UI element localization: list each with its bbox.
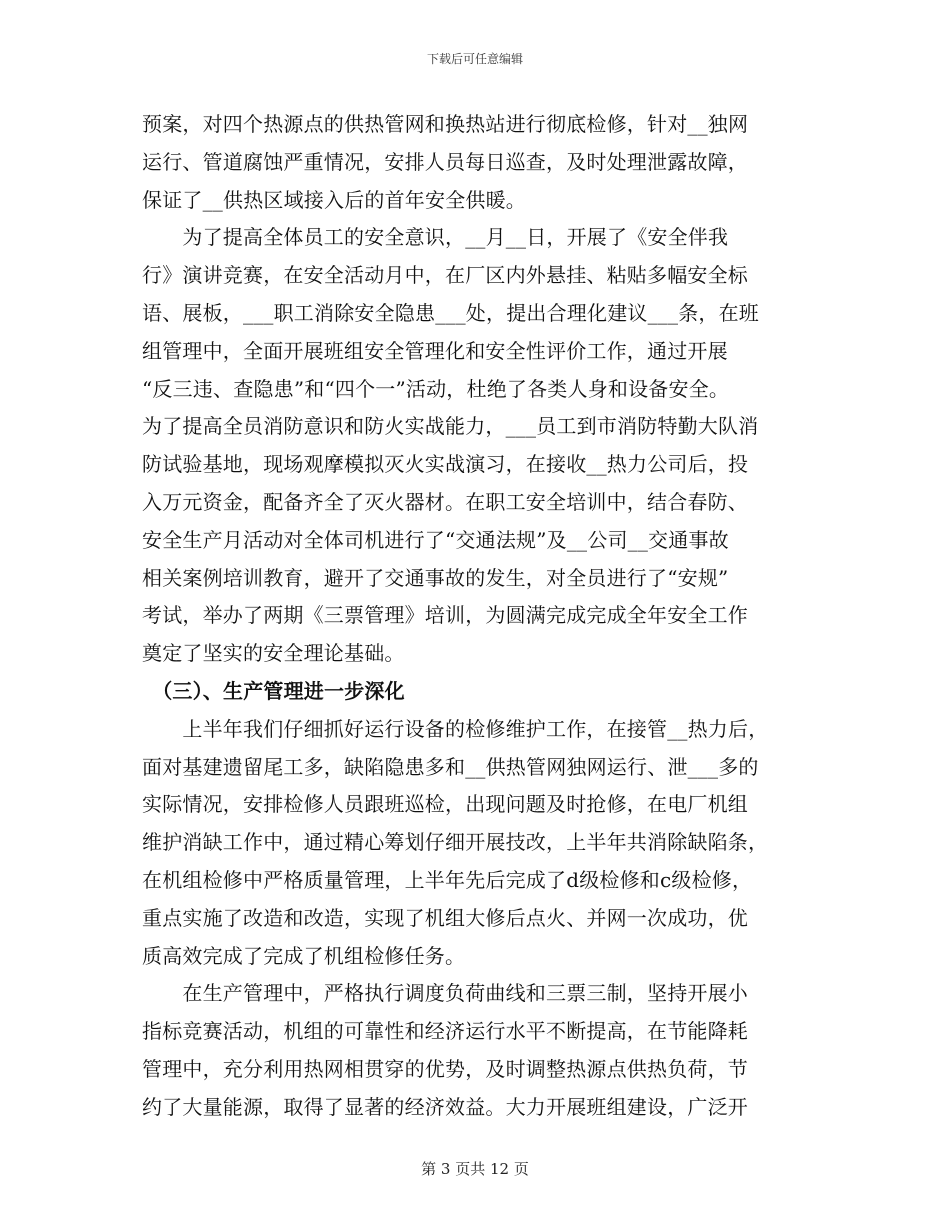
body-line: 维护消缺工作中，通过精心筹划仔细开展技改，上半年共消除缺陷条，	[142, 830, 769, 855]
body-line: 管理中，充分利用热网相贯穿的优势，及时调整热源点供热负荷，节	[142, 1056, 748, 1081]
body-line: 上半年我们仔细抓好运行设备的检修维护工作，在接管__热力后，	[142, 716, 769, 741]
body-line: 为了提高全员消防意识和防火实战能力，___员工到市消防特勤大队消	[142, 414, 759, 439]
body-line: 组管理中，全面开展班组安全管理化和安全性评价工作，通过开展	[142, 338, 728, 363]
body-line: 语、展板，___职工消除安全隐患___处，提出合理化建议___条，在班	[142, 300, 759, 325]
body-line: 面对基建遗留尾工多，缺陷隐患多和__供热管网独网运行、泄___多的	[142, 754, 759, 779]
body-line: 在生产管理中，严格执行调度负荷曲线和三票三制，坚持开展小	[142, 981, 748, 1006]
body-line: 保证了__供热区域接入后的首年安全供暖。	[142, 187, 526, 212]
section-heading: （三）、生产管理进一步深化	[142, 678, 405, 703]
body-line: 入万元资金，配备齐全了灭火器材。在职工安全培训中，结合春防、	[142, 489, 748, 514]
page-header: 下载后可任意编辑	[426, 52, 523, 66]
body-line: 在机组检修中严格质量管理，上半年先后完成了d级检修和c级检修，	[142, 867, 753, 892]
body-line: 安全生产月活动对全体司机进行了“交通法规”及__公司__交通事故	[142, 527, 729, 552]
document-body	[142, 106, 807, 1127]
body-line: 奠定了坚实的安全理论基础。	[142, 641, 405, 666]
body-line: 相关案例培训教育，避开了交通事故的发生，对全员进行了“安规”	[142, 565, 729, 590]
body-line: 重点实施了改造和改造，实现了机组大修后点火、并网一次成功，优	[142, 905, 748, 930]
body-line: 防试验基地，现场观摩模拟灭火实战演习，在接收__热力公司后，投	[142, 452, 749, 477]
body-line: 运行、管道腐蚀严重情况，安排人员每日巡查，及时处理泄露故障，	[142, 149, 748, 174]
body-line: 为了提高全体员工的安全意识，__月__日，开展了《安全伴我	[142, 225, 729, 250]
body-line: 考试，举办了两期《三票管理》培训，为圆满完成完成全年安全工作	[142, 603, 748, 628]
body-line: 行》演讲竞赛，在安全活动月中，在厂区内外悬挂、粘贴多幅安全标	[142, 263, 748, 288]
body-line: “反三违、查隐患”和“四个一”活动，杜绝了各类人身和设备安全。	[142, 376, 730, 401]
body-line: 指标竞赛活动，机组的可靠性和经济运行水平不断提高，在节能降耗	[142, 1019, 748, 1044]
body-line: 实际情况，安排检修人员跟班巡检，出现问题及时抢修，在电厂机组	[142, 792, 748, 817]
page-footer: 第 3 页共 12 页	[421, 1160, 529, 1178]
body-line: 预案，对四个热源点的供热管网和换热站进行彻底检修，针对__独网	[142, 112, 749, 136]
body-line: 质高效完成了完成了机组检修任务。	[142, 943, 466, 968]
body-line: 约了大量能源，取得了显著的经济效益。大力开展班组建设，广泛开	[142, 1094, 748, 1119]
